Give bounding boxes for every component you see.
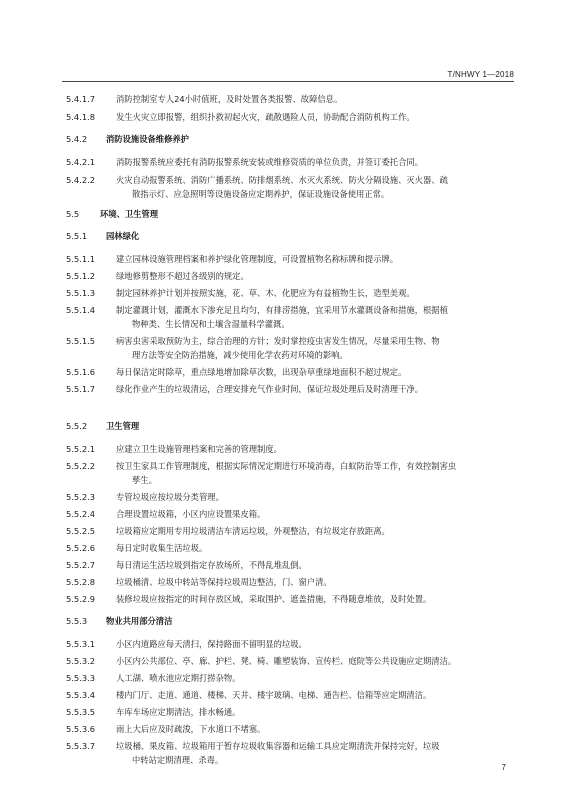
clause-text: 建立园林设施管理档案和养护绿化管理制度，可设置植物名称标牌和提示牌。 [116,254,399,264]
clause-number: 5.5.2.1 [66,444,96,454]
clause-number: 5.5.2.6 [66,543,96,553]
clause-number: 5.5.3.5 [66,707,96,717]
clause-text: 专管垃圾应按垃圾分类管理。 [116,492,224,502]
clause-number: 5.4.2 [66,134,88,144]
clause-number: 5.5.1.5 [66,336,96,346]
clause-number: 5.5.3.7 [66,741,96,751]
clause-text: 垃圾箱应定期用专用垃圾清洁车清运垃圾，外观整洁，有垃圾定存放距离。 [116,526,390,536]
clause-number: 5.5.1 [66,231,88,241]
clause-text: 火灾自动报警系统、消防广播系统、防排烟系统、水灭火系统、防火分隔设施、灭火器、疏 [116,175,448,185]
clause-text: 楼内门厅、走道、通道、楼梯、天井、楼宇玻璃、电梯、通告栏、信箱等应定期清洁。 [116,690,432,700]
clause-text: 制定灌溉计划，灌溉水下渗充足且均匀，有排涝措施，宜采用节水灌溉设备和措施，根据植 [116,305,448,315]
clause-number: 5.5.2.8 [66,577,96,587]
heading-text: 消防设施设备维修养护 [106,134,189,144]
clause-number: 5.5.1.3 [66,288,96,298]
clause-text: 每日保洁定时除草，重点绿地增加除草次数，出现杂草重绿地面积不超过规定。 [116,367,407,377]
clause-text: 垃圾桶、果皮箱、垃圾箱用于暂存垃圾收集容器和运输工具应定期清洗并保持完好，垃圾 [116,741,440,751]
clause-number: 5.5.2 [66,421,88,431]
clause-text: 理方法等安全防治措施，减少使用化学农药对环境的影响。 [132,350,348,360]
clause-number: 5.5.3.6 [66,724,96,734]
clause-number: 5.5.1.1 [66,254,96,264]
clause-text: 装修垃圾应按指定的时间存放区域，采取围护、遮盖措施，不得随意堆放，及时处置。 [116,594,432,604]
header-divider [62,81,514,82]
clause-text: 物种类、生长情况和土壤含湿量科学灌溉。 [132,319,290,329]
clause-number: 5.5.1.7 [66,384,96,394]
clause-number: 5.5.3.4 [66,690,96,700]
clause-number: 5.5.1.2 [66,271,96,281]
clause-number: 5.4.1.7 [66,94,96,104]
clause-number: 5.4.2.2 [66,175,96,185]
clause-text: 发生火灾立即报警，组织扑救初起火灾，疏散遇险人员，协助配合消防机构工作。 [116,112,415,122]
clause-number: 5.5.3.1 [66,639,96,649]
clause-number: 5.5.2.4 [66,509,96,519]
clause-text: 车库车场应定期清洁，排水畅通。 [116,707,241,717]
clause-number: 5.5.1.6 [66,367,96,377]
document-code: T/NHWY 1—2018 [447,70,514,79]
clause-text: 人工湖、喷水池应定期打捞杂物。 [116,673,241,683]
page-number: 7 [501,763,506,772]
clause-text: 每日定时收集生活垃圾。 [116,543,208,553]
clause-text: 消防报警系统应委托有消防报警系统安装或维修资质的单位负责，并签订委托合同。 [116,157,423,167]
heading-text: 环境、卫生管理 [100,209,159,219]
clause-text: 小区内公共部位、亭、廊、护栏、凳、椅、雕塑装饰、宣传栏、庭院等公共设施应定期清洁。 [116,656,457,666]
clause-text: 合理设置垃圾箱，小区内应设置果皮箱。 [116,509,266,519]
clause-text: 散指示灯、应急照明等设施设备应定期养护，保证设施设备使用正常。 [132,189,390,199]
clause-number: 5.5.3 [66,616,88,626]
clause-number: 5.5 [66,209,80,219]
heading-text: 卫生管理 [106,421,140,431]
clause-number: 5.5.3.3 [66,673,96,683]
clause-text: 孳生。 [132,475,157,485]
clause-number: 5.5.2.2 [66,461,96,471]
clause-number: 5.4.1.8 [66,112,96,122]
clause-number: 5.5.1.4 [66,305,96,315]
clause-number: 5.5.2.5 [66,526,96,536]
clause-text: 每日清运生活垃圾到指定存放场所，不得乱堆乱倒。 [116,560,307,570]
clause-text: 病害虫害采取预防为主，综合治理的方针；发时掌控疫虫害发生情况，尽量采用生物、物 [116,336,440,346]
clause-text: 按卫生家具工作管理制度，根据实际情况定期进行环境消毒，白蚁防治等工作，有效控制害虫 [116,461,457,471]
heading-text: 物业共用部分清洁 [106,616,173,626]
clause-text: 中转站定期清理、杀毒。 [132,755,224,765]
clause-number: 5.5.2.7 [66,560,96,570]
clause-text: 消防控制室专人24小时值班，及时处置各类报警、故障信息。 [116,94,343,104]
clause-number: 5.4.2.1 [66,157,96,167]
clause-number: 5.5.2.9 [66,594,96,604]
clause-number: 5.5.3.2 [66,656,96,666]
clause-text: 制定园林养护计划并按照实施，花、草、木、化肥应为有益植物生长，造型美观。 [116,288,415,298]
clause-text: 绿地修剪整形不超过各级别的规定。 [116,271,249,281]
clause-text: 应建立卫生设施管理档案和完善的管理制度。 [116,444,282,454]
clause-text: 绿化作业产生的垃圾清运，合理安排充气作业时间，保证垃圾处理后及时清理干净。 [116,384,423,394]
clause-text: 小区内道路应每天清扫，保持路面不留明显的垃圾。 [116,639,307,649]
clause-text: 垃圾桶清、垃圾中转站等保持垃圾周边整洁，门、窗户清。 [116,577,332,587]
heading-text: 园林绿化 [106,231,140,241]
clause-number: 5.5.2.3 [66,492,96,502]
clause-text: 雨上大后应及时疏浚，下水道口不堵塞。 [116,724,266,734]
